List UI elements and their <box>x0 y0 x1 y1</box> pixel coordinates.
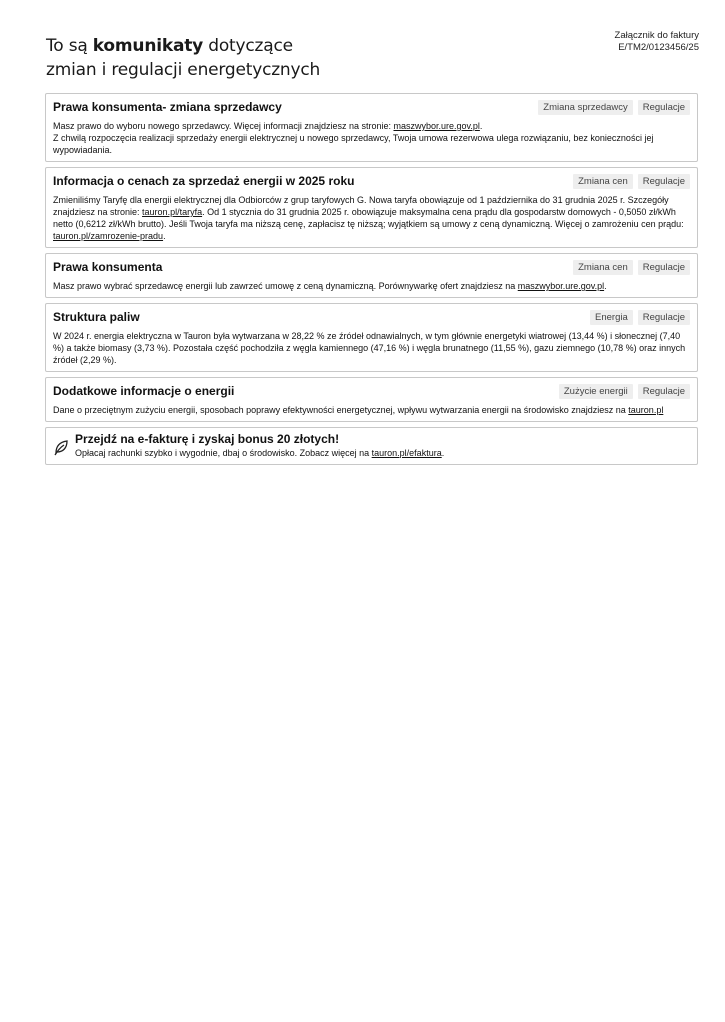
title-suffix: dotyczące <box>203 36 293 56</box>
section-tag: Regulacje <box>638 260 690 275</box>
section-body <box>53 280 690 292</box>
section-body <box>53 120 690 156</box>
section-tags <box>538 100 690 115</box>
section-header <box>53 307 690 327</box>
section-link[interactable]: tauron.pl/zamrozenie-pradu <box>53 231 164 241</box>
section-title: Dodatkowe informacje o energii <box>53 384 235 398</box>
message-section <box>45 253 698 298</box>
section-link[interactable]: maszwybor.ure.gov.pl <box>517 281 605 291</box>
message-section <box>45 93 698 162</box>
section-link[interactable]: tauron.pl <box>628 405 664 415</box>
section-title: Prawa konsumenta <box>53 260 163 274</box>
section-link[interactable]: maszwybor.ure.gov.pl <box>393 121 480 131</box>
section-body <box>53 330 690 366</box>
message-section <box>45 167 698 248</box>
section-text: . Od 1 stycznia do 31 grudnia 2025 r. obowiązuje maksymalna cena prądu dla gospodarstw domowych - 0,5050 zł/kWh netto (0,6212 zł/kWh brutto). Jeśli Twoja taryfa ma niższą cenę, zapłacisz tę niższą; wyjątkiem są umowy z ceną dynamiczną. Więcej o zamrożeniu cen prądu: <box>53 207 684 229</box>
section-text: Masz prawo wybrać sprzedawcę energii lub zawrzeć umowę z ceną dynamiczną. Porównywarkę ofert znajdziesz na <box>53 281 518 291</box>
section-header <box>53 97 690 117</box>
section-tag: Regulacje <box>638 174 690 189</box>
message-section <box>45 377 698 422</box>
section-text: . <box>163 231 166 241</box>
section-body <box>53 194 690 242</box>
section-list <box>45 93 698 422</box>
promo-end: . <box>441 448 445 458</box>
title-bold-word: komunikaty <box>92 36 204 56</box>
promo-link[interactable]: tauron.pl/efaktura <box>371 448 442 458</box>
section-title: Struktura paliw <box>53 310 140 324</box>
e-invoice-promo <box>45 427 698 465</box>
title-line-1 <box>46 34 320 58</box>
section-title: Prawa konsumenta- zmiana sprzedawcy <box>53 100 282 114</box>
section-header <box>53 171 690 191</box>
section-header <box>53 381 690 401</box>
title-line-2: zmian i regulacji energetycznych <box>46 60 321 80</box>
section-tag: Zmiana cen <box>573 174 633 189</box>
section-text: Masz prawo do wyboru nowego sprzedawcy. Więcej informacji znajdziesz na stronie: <box>53 121 394 131</box>
section-body <box>53 404 690 416</box>
message-section <box>45 303 698 372</box>
section-tag: Zmiana sprzedawcy <box>538 100 632 115</box>
section-tag: Regulacje <box>638 310 690 325</box>
section-tags <box>573 260 690 275</box>
page-title <box>46 34 320 82</box>
section-text: Dane o przeciętnym zużyciu energii, sposobach poprawy efektywności energetycznej, wpływu wytwarzania energii na środowisko znajdziesz na <box>53 405 629 415</box>
section-text: . <box>604 281 607 291</box>
section-title: Informacja o cenach za sprzedaż energii w 2025 roku <box>53 174 355 188</box>
section-tags <box>590 310 690 325</box>
section-tags <box>573 174 690 189</box>
promo-text: Opłacaj rachunki szybko i wygodnie, dbaj o środowisko. Zobacz więcej na <box>75 448 372 458</box>
title-prefix: To są <box>46 36 93 56</box>
section-header <box>53 257 690 277</box>
promo-title: Przejdź na e-fakturę i zyskaj bonus 20 złotych! <box>75 432 340 446</box>
leaf-icon <box>53 438 69 456</box>
section-text: W 2024 r. energia elektryczna w Tauron była wytwarzana w 28,22 % ze źródeł odnawialnych, w tym głównie energetyki wiatrowej (13,44 %) i słonecznej (7,40 %) a także biomasy (3,73 %). Pozostała część pochodziła z węgla kamiennego (47,16 %) i węgla brunatnego (11,55 %), gazu ziemnego (10,78 %) oraz innych źródeł (2,29 %). <box>53 331 686 365</box>
message-sections <box>45 93 698 465</box>
section-text: . <box>479 121 483 131</box>
invoice-number: E/TM2/0123456/25 <box>618 42 699 53</box>
promo-content <box>75 432 444 459</box>
section-tag: Zmiana cen <box>573 260 633 275</box>
attachment-label: Załącznik do faktury <box>614 30 699 41</box>
section-text: Z chwilą rozpoczęcia realizacji sprzedaży energii elektrycznej u nowego sprzedawcy, Twoja umowa rezerwowa ulega rozwiązaniu, bez konieczności jej wypowiadania. <box>53 133 654 155</box>
attachment-info <box>615 30 699 54</box>
section-tag: Regulacje <box>638 100 690 115</box>
section-link[interactable]: tauron.pl/taryfa <box>142 207 203 217</box>
section-tags <box>559 384 690 399</box>
section-tag: Energia <box>590 310 633 325</box>
section-tag: Regulacje <box>638 384 690 399</box>
section-text: Zmieniliśmy Taryfę dla energii elektrycznej dla Odbiorców z grup taryfowych G. Nowa taryfa obowiązuje od 1 października do 31 grudnia 2025 r. Szczegóły znajdziesz na stronie: <box>53 195 669 217</box>
section-tag: Zużycie energii <box>559 384 633 399</box>
promo-body <box>75 447 444 459</box>
